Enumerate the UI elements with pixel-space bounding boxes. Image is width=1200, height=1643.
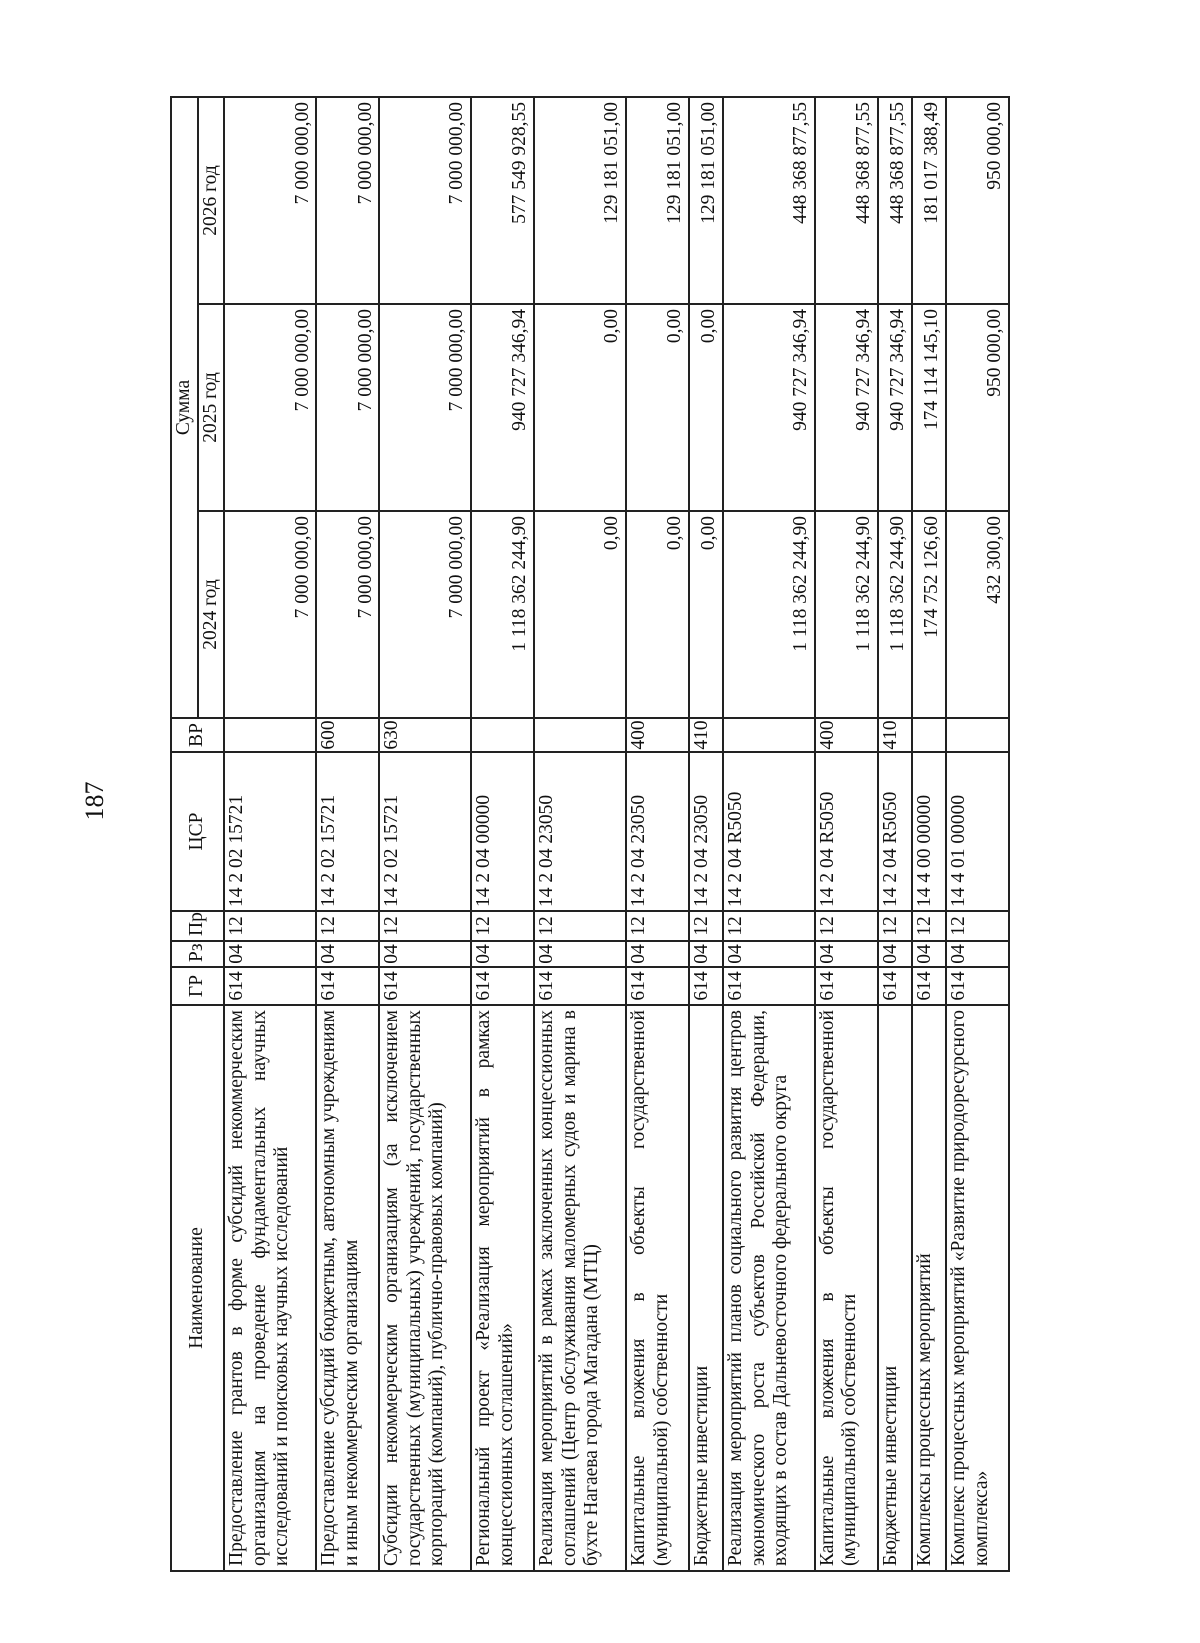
table-row	[815, 97, 878, 1571]
cell-2025: 0,00	[534, 304, 626, 511]
cell-pr: 12	[723, 911, 815, 941]
table-row	[379, 97, 471, 1571]
cell-2026: 448 368 877,55	[723, 97, 815, 304]
table-row	[471, 97, 534, 1571]
cell-name: Реализация мероприятий планов социального развития центров экономического роста субъектов Российской Федерации, входящих в состав Дальневосточного федерального округа	[723, 1005, 815, 1571]
cell-2025: 940 727 346,94	[723, 304, 815, 511]
cell-rz: 04	[946, 941, 1009, 967]
cell-2024: 1 118 362 244,90	[723, 511, 815, 718]
table-row	[946, 97, 1009, 1571]
table-row	[878, 97, 912, 1571]
cell-pr: 12	[946, 911, 1009, 941]
cell-gr: 614	[471, 967, 534, 1005]
cell-vr: 410	[878, 718, 912, 752]
page-number: 187	[80, 781, 109, 821]
cell-csr: 14 2 04 23050	[534, 752, 626, 911]
cell-2024: 0,00	[626, 511, 689, 718]
cell-2026: 129 181 051,00	[534, 97, 626, 304]
cell-2025: 0,00	[626, 304, 689, 511]
cell-pr: 12	[878, 911, 912, 941]
cell-vr: 400	[626, 718, 689, 752]
cell-2025: 950 000,00	[946, 304, 1009, 511]
header-sum: Сумма	[171, 97, 198, 718]
header-rz: Рз	[171, 941, 224, 967]
header-2025: 2025 год	[198, 304, 225, 511]
cell-pr: 12	[224, 911, 316, 941]
cell-gr: 614	[878, 967, 912, 1005]
header-pr: Пр	[171, 911, 224, 941]
cell-2024: 0,00	[689, 511, 723, 718]
cell-rz: 04	[723, 941, 815, 967]
cell-2026: 181 017 388,49	[912, 97, 946, 304]
cell-csr: 14 2 04 R5050	[723, 752, 815, 911]
cell-csr: 14 2 04 23050	[689, 752, 723, 911]
cell-name: Капитальные вложения в объекты государственной (муниципальной) собственности	[815, 1005, 878, 1571]
cell-csr: 14 2 04 00000	[471, 752, 534, 911]
cell-gr: 614	[912, 967, 946, 1005]
cell-pr: 12	[912, 911, 946, 941]
budget-table	[170, 96, 1010, 1572]
table-row	[689, 97, 723, 1571]
cell-2024: 432 300,00	[946, 511, 1009, 718]
cell-csr: 14 2 04 R5050	[815, 752, 878, 911]
cell-rz: 04	[224, 941, 316, 967]
cell-gr: 614	[534, 967, 626, 1005]
cell-name: Комплексы процессных мероприятий	[912, 1005, 946, 1571]
table-row	[912, 97, 946, 1571]
cell-2025: 0,00	[689, 304, 723, 511]
table-row	[723, 97, 815, 1571]
cell-name: Региональный проект «Реализация мероприятий в рамках концессионных соглашений»	[471, 1005, 534, 1571]
table-row	[534, 97, 626, 1571]
cell-name: Реализация мероприятий в рамках заключенных концессионных соглашений (Центр обслуживания маломерных судов и марина в бухте Нагаева города Магадана (МТЦ)	[534, 1005, 626, 1571]
cell-rz: 04	[379, 941, 471, 967]
cell-rz: 04	[471, 941, 534, 967]
cell-name: Бюджетные инвестиции	[878, 1005, 912, 1571]
cell-pr: 12	[689, 911, 723, 941]
cell-vr	[534, 718, 626, 752]
cell-vr: 400	[815, 718, 878, 752]
cell-gr: 614	[815, 967, 878, 1005]
cell-pr: 12	[379, 911, 471, 941]
cell-2024: 1 118 362 244,90	[471, 511, 534, 718]
cell-2025: 7 000 000,00	[379, 304, 471, 511]
header-csr: ЦСР	[171, 752, 224, 911]
cell-gr: 614	[224, 967, 316, 1005]
table-row	[316, 97, 379, 1571]
cell-2024: 7 000 000,00	[316, 511, 379, 718]
cell-csr: 14 2 04 23050	[626, 752, 689, 911]
cell-pr: 12	[534, 911, 626, 941]
table-body	[224, 97, 1009, 1571]
cell-csr: 14 2 04 R5050	[878, 752, 912, 911]
cell-pr: 12	[316, 911, 379, 941]
cell-rz: 04	[316, 941, 379, 967]
cell-2024: 0,00	[534, 511, 626, 718]
cell-2026: 950 000,00	[946, 97, 1009, 304]
cell-pr: 12	[815, 911, 878, 941]
cell-rz: 04	[815, 941, 878, 967]
cell-2026: 129 181 051,00	[626, 97, 689, 304]
cell-pr: 12	[626, 911, 689, 941]
header-gr: ГР	[171, 967, 224, 1005]
cell-2024: 1 118 362 244,90	[815, 511, 878, 718]
cell-rz: 04	[534, 941, 626, 967]
cell-2026: 7 000 000,00	[224, 97, 316, 304]
cell-vr	[912, 718, 946, 752]
cell-2025: 940 727 346,94	[878, 304, 912, 511]
table-header	[171, 97, 224, 1571]
cell-gr: 614	[946, 967, 1009, 1005]
cell-rz: 04	[689, 941, 723, 967]
cell-csr: 14 2 02 15721	[316, 752, 379, 911]
cell-name: Капитальные вложения в объекты государственной (муниципальной) собственности	[626, 1005, 689, 1571]
cell-2025: 7 000 000,00	[316, 304, 379, 511]
cell-vr: 600	[316, 718, 379, 752]
cell-csr: 14 4 00 00000	[912, 752, 946, 911]
cell-vr	[946, 718, 1009, 752]
cell-gr: 614	[379, 967, 471, 1005]
cell-csr: 14 2 02 15721	[224, 752, 316, 911]
cell-name: Предоставление грантов в форме субсидий некоммерческим организациям на проведение фундаментальных научных исследований и поисковых научных исследований	[224, 1005, 316, 1571]
header-2024: 2024 год	[198, 511, 225, 718]
cell-vr	[224, 718, 316, 752]
cell-gr: 614	[689, 967, 723, 1005]
cell-2026: 7 000 000,00	[379, 97, 471, 304]
cell-vr	[723, 718, 815, 752]
cell-2025: 940 727 346,94	[815, 304, 878, 511]
cell-2024: 7 000 000,00	[379, 511, 471, 718]
cell-name: Субсидии некоммерческим организациям (за исключением государственных (муниципальных) учреждений, государственных корпораций (компаний), публично-правовых компаний)	[379, 1005, 471, 1571]
cell-gr: 614	[316, 967, 379, 1005]
table-row	[626, 97, 689, 1571]
cell-rz: 04	[912, 941, 946, 967]
cell-2026: 577 549 928,55	[471, 97, 534, 304]
cell-vr	[471, 718, 534, 752]
cell-2026: 448 368 877,55	[878, 97, 912, 304]
cell-csr: 14 4 01 00000	[946, 752, 1009, 911]
cell-2025: 7 000 000,00	[224, 304, 316, 511]
cell-name: Бюджетные инвестиции	[689, 1005, 723, 1571]
cell-2026: 448 368 877,55	[815, 97, 878, 304]
cell-rz: 04	[878, 941, 912, 967]
cell-csr: 14 2 02 15721	[379, 752, 471, 911]
header-2026: 2026 год	[198, 97, 225, 304]
header-vr: ВР	[171, 718, 224, 752]
cell-2024: 1 118 362 244,90	[878, 511, 912, 718]
cell-pr: 12	[471, 911, 534, 941]
table-row	[224, 97, 316, 1571]
cell-rz: 04	[626, 941, 689, 967]
cell-gr: 614	[723, 967, 815, 1005]
cell-name: Предоставление субсидий бюджетным, автономным учреждениям и иным некоммерческим организациям	[316, 1005, 379, 1571]
cell-vr: 630	[379, 718, 471, 752]
cell-2025: 940 727 346,94	[471, 304, 534, 511]
cell-2024: 7 000 000,00	[224, 511, 316, 718]
rotated-table-container	[170, 98, 1010, 1572]
header-name: Наименование	[171, 1005, 224, 1571]
cell-name: Комплекс процессных мероприятий «Развитие природоресурсного комплекса»	[946, 1005, 1009, 1571]
cell-2026: 7 000 000,00	[316, 97, 379, 304]
cell-2024: 174 752 126,60	[912, 511, 946, 718]
cell-2025: 174 114 145,10	[912, 304, 946, 511]
cell-vr: 410	[689, 718, 723, 752]
cell-gr: 614	[626, 967, 689, 1005]
cell-2026: 129 181 051,00	[689, 97, 723, 304]
